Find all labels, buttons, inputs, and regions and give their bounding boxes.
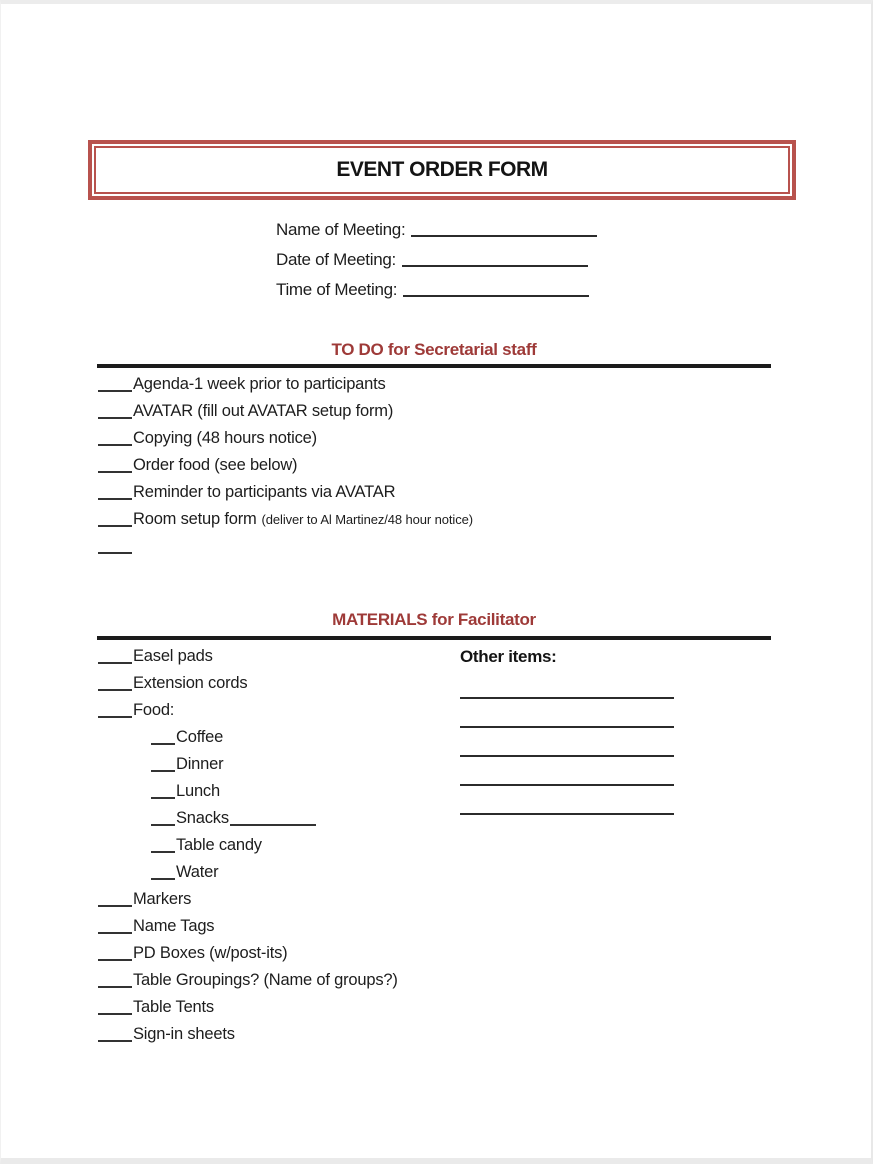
check-blank[interactable] — [98, 959, 132, 961]
checklist-subitem — [98, 859, 398, 886]
checklist-item-label: Food: — [133, 701, 175, 719]
checklist-item-label: Order food (see below) — [133, 456, 298, 474]
check-blank[interactable] — [98, 1013, 132, 1015]
checklist-item — [98, 452, 473, 479]
checklist-subitem — [98, 724, 398, 751]
check-blank[interactable] — [98, 1040, 132, 1042]
checklist-subitem — [98, 751, 398, 778]
checklist-item-label: Table Tents — [133, 998, 214, 1016]
other-item-fill-in-line[interactable] — [460, 757, 674, 786]
todo-section-heading: TO DO for Secretarial staff — [331, 340, 537, 359]
check-blank[interactable] — [151, 824, 175, 826]
check-blank[interactable] — [98, 552, 132, 554]
checklist-item-label: Easel pads — [133, 647, 213, 665]
meeting-name-fill-in-line[interactable] — [411, 235, 597, 237]
checklist-item-label: Markers — [133, 890, 192, 908]
check-blank[interactable] — [98, 986, 132, 988]
todo-checklist — [98, 371, 473, 560]
checklist-item-label: Name Tags — [133, 917, 215, 935]
other-item-fill-in-line[interactable] — [460, 699, 674, 728]
materials-checklist — [98, 643, 398, 1048]
materials-section-heading: MATERIALS for Facilitator — [332, 610, 536, 629]
meeting-name-row — [276, 215, 597, 245]
meeting-fields — [276, 215, 597, 305]
materials-section-divider — [97, 636, 771, 640]
checklist-item-label: Table candy — [176, 836, 262, 854]
meeting-time-row — [276, 275, 597, 305]
other-item-fill-in-line[interactable] — [460, 728, 674, 757]
check-blank[interactable] — [151, 851, 175, 853]
check-blank[interactable] — [98, 471, 132, 473]
check-blank[interactable] — [98, 905, 132, 907]
checklist-item-label: Reminder to participants via AVATAR — [133, 483, 396, 501]
checklist-item-label: Extension cords — [133, 674, 248, 692]
checklist-item — [98, 506, 473, 533]
check-blank[interactable] — [98, 525, 132, 527]
checklist-item-label: Snacks — [176, 809, 229, 827]
checklist-item-empty — [98, 533, 473, 560]
meeting-time-label: Time of Meeting: — [276, 280, 398, 299]
other-items-heading: Other items: — [460, 647, 557, 666]
checklist-item-label: AVATAR (fill out AVATAR setup form) — [133, 402, 394, 420]
checklist-item — [98, 697, 398, 724]
checklist-item — [98, 371, 473, 398]
check-blank[interactable] — [151, 797, 175, 799]
check-blank[interactable] — [151, 878, 175, 880]
checklist-subitem — [98, 778, 398, 805]
todo-section-divider — [97, 364, 771, 368]
snacks-fill-in-line[interactable] — [230, 824, 316, 826]
check-blank[interactable] — [98, 716, 132, 718]
meeting-date-fill-in-line[interactable] — [402, 265, 588, 267]
checklist-item — [98, 479, 473, 506]
checklist-item — [98, 1021, 398, 1048]
checklist-item-label: Water — [176, 863, 219, 881]
check-blank[interactable] — [98, 417, 132, 419]
check-blank[interactable] — [151, 743, 175, 745]
check-blank[interactable] — [98, 932, 132, 934]
check-blank[interactable] — [98, 689, 132, 691]
checklist-item-label: Sign-in sheets — [133, 1025, 235, 1043]
checklist-item — [98, 913, 398, 940]
other-items-column — [460, 643, 674, 815]
meeting-time-fill-in-line[interactable] — [403, 295, 589, 297]
form-title: EVENT ORDER FORM — [336, 158, 548, 181]
check-blank[interactable] — [98, 390, 132, 392]
other-item-fill-in-line[interactable] — [460, 670, 674, 699]
checklist-subitem — [98, 805, 398, 832]
checklist-item-label: PD Boxes (w/post-its) — [133, 944, 288, 962]
checklist-item — [98, 425, 473, 452]
form-title-box — [88, 140, 796, 200]
checklist-item-note: (deliver to Al Martinez/48 hour notice) — [261, 512, 473, 527]
check-blank[interactable] — [98, 444, 132, 446]
checklist-item — [98, 967, 398, 994]
checklist-item-label: Table Groupings? (Name of groups?) — [133, 971, 398, 989]
check-blank[interactable] — [98, 662, 132, 664]
checklist-item-label: Dinner — [176, 755, 224, 773]
checklist-item-label: Coffee — [176, 728, 224, 746]
checklist-item-label: Room setup form — [133, 510, 257, 528]
checklist-item — [98, 940, 398, 967]
meeting-name-label: Name of Meeting: — [276, 220, 406, 239]
checklist-item — [98, 994, 398, 1021]
checklist-item-label: Agenda-1 week prior to participants — [133, 375, 386, 393]
meeting-date-row — [276, 245, 597, 275]
checklist-item — [98, 670, 398, 697]
form-title-inner-border — [94, 146, 790, 194]
check-blank[interactable] — [98, 498, 132, 500]
checklist-item — [98, 886, 398, 913]
checklist-item-label: Lunch — [176, 782, 220, 800]
check-blank[interactable] — [151, 770, 175, 772]
meeting-date-label: Date of Meeting: — [276, 250, 396, 269]
checklist-subitem — [98, 832, 398, 859]
checklist-item-label: Copying (48 hours notice) — [133, 429, 317, 447]
other-item-fill-in-line[interactable] — [460, 786, 674, 815]
checklist-item — [98, 643, 398, 670]
checklist-item — [98, 398, 473, 425]
